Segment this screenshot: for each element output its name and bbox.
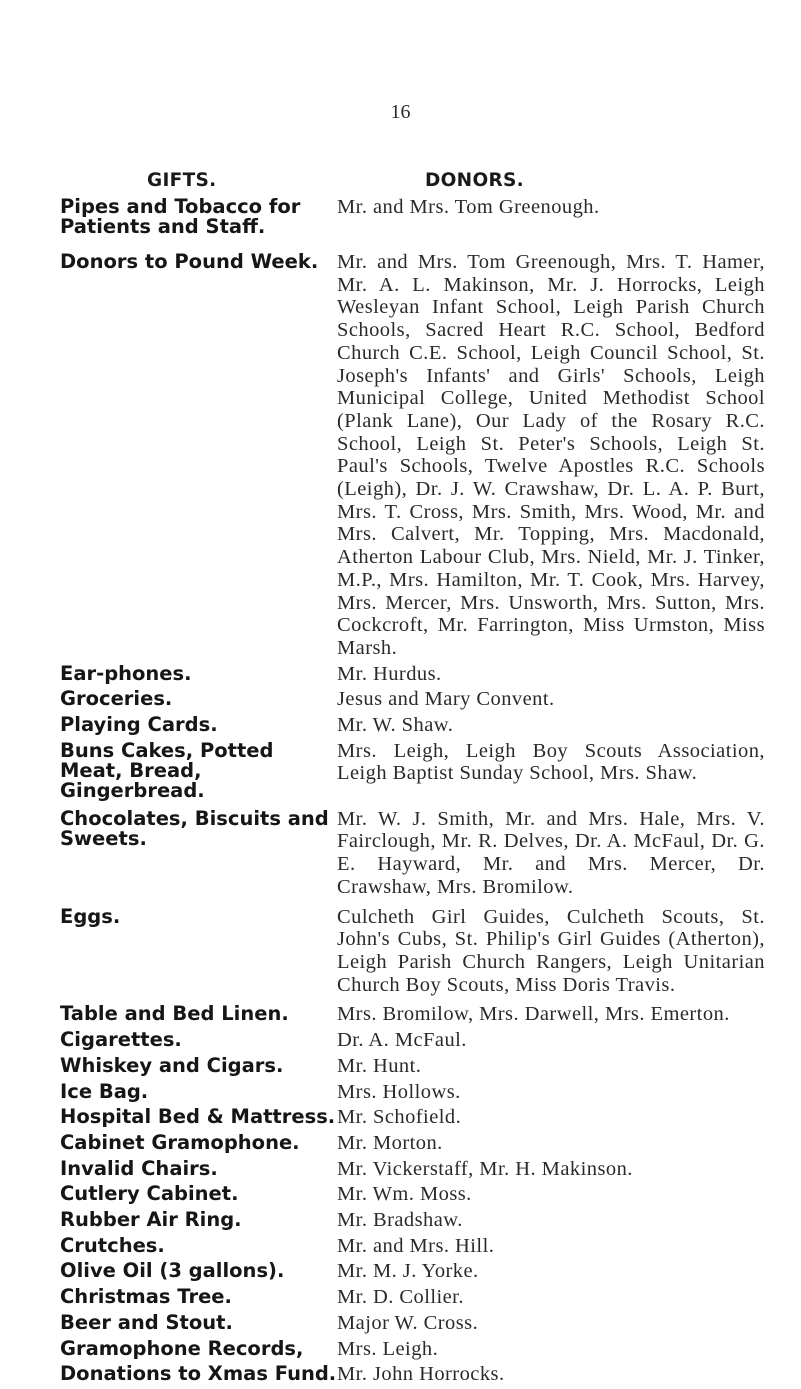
donor-names: Mr. Vickerstaff, Mr. H. Makinson. xyxy=(337,1157,633,1180)
donor-names: Mr. Morton. xyxy=(337,1131,443,1154)
entry-row xyxy=(60,663,780,686)
gift-name: Cabinet Gramophone. xyxy=(60,1130,300,1154)
entry-row xyxy=(60,808,780,899)
donor-names: Major W. Cross. xyxy=(337,1311,479,1334)
entry-row xyxy=(60,1055,780,1078)
gift-name: Table and Bed Linen. xyxy=(60,1002,289,1026)
gift-name: Pipes and Tobacco for Patients and Staff. xyxy=(60,195,301,238)
gift-name: Buns Cakes, Potted Meat, Bread, Gingerbread. xyxy=(60,738,274,802)
gift-name: Crutches. xyxy=(60,1233,165,1257)
donor-names: Mrs. Bromilow, Mrs. Darwell, Mrs. Emerton. xyxy=(337,1003,730,1026)
gift-name: Cutlery Cabinet. xyxy=(60,1182,239,1206)
entry-row xyxy=(60,1312,780,1335)
donor-names: Mr. and Mrs. Tom Greenough. xyxy=(337,196,600,218)
entry-row xyxy=(60,1338,780,1361)
donor-names: Jesus and Mary Convent. xyxy=(337,688,555,711)
gift-name: Eggs. xyxy=(60,904,121,928)
entry-row xyxy=(60,1029,780,1052)
entry-row xyxy=(60,688,780,711)
gift-name: Gramophone Records, xyxy=(60,1336,304,1360)
donor-names: Dr. A. McFaul. xyxy=(337,1029,467,1052)
donor-names: Mr. M. J. Yorke. xyxy=(337,1260,479,1283)
donor-names: Culcheth Girl Guides, Culcheth Scouts, St. John's Cubs, St. Philip's Girl Guides (Atherton), Leigh Parish Church Rangers, Leigh Unitarian Church Boy Scouts, Miss Doris Travis. xyxy=(337,905,765,996)
gifts-column-heading: GIFTS. xyxy=(147,170,217,191)
donor-names: Mr. Wm. Moss. xyxy=(337,1183,472,1206)
gift-name: Ear-phones. xyxy=(60,661,192,685)
gift-name: Beer and Stout. xyxy=(60,1310,233,1334)
donor-names: Mr. D. Collier. xyxy=(337,1286,464,1309)
donor-names: Mr. Bradshaw. xyxy=(337,1209,463,1232)
entry-row xyxy=(60,1235,780,1258)
entry-row xyxy=(60,714,780,737)
entry-row xyxy=(60,740,780,801)
entry-row xyxy=(60,1132,780,1155)
entry-row xyxy=(60,1363,780,1386)
entry-row xyxy=(60,1260,780,1283)
gift-name: Donors to Pound Week. xyxy=(60,250,319,273)
gift-name: Rubber Air Ring. xyxy=(60,1208,242,1232)
donor-names: Mr. Hunt. xyxy=(337,1054,422,1077)
donor-names: Mr. W. Shaw. xyxy=(337,714,454,737)
entry-row xyxy=(60,906,780,997)
donor-names: Mr. and Mrs. Hill. xyxy=(337,1234,495,1257)
gift-name: Ice Bag. xyxy=(60,1079,149,1103)
entry-row xyxy=(60,1003,780,1026)
entry-row xyxy=(60,1286,780,1309)
gift-name: Donations to Xmas Fund. xyxy=(60,1362,337,1386)
gift-name: Cigarettes. xyxy=(60,1028,182,1052)
entry-row xyxy=(60,1209,780,1232)
gift-name: Chocolates, Biscuits and Sweets. xyxy=(60,806,329,850)
donor-names: Mrs. Hollows. xyxy=(337,1080,461,1103)
donors-column-heading: DONORS. xyxy=(425,170,524,191)
gift-name: Invalid Chairs. xyxy=(60,1156,218,1180)
donor-names: Mr. W. J. Smith, Mr. and Mrs. Hale, Mrs. V. Fairclough, Mr. R. Delves, Dr. A. McFaul, Dr. G. E. Hayward, Mr. and Mrs. Mercer, Dr. Crawshaw, Mrs. Bromilow. xyxy=(337,807,765,898)
donor-names: Mr. John Horrocks. xyxy=(337,1363,505,1386)
gift-name: Playing Cards. xyxy=(60,713,218,737)
gifts-donors-list xyxy=(60,196,780,1389)
donor-names: Mr. Schofield. xyxy=(337,1106,462,1129)
page-number: 16 xyxy=(390,101,411,123)
entry-row xyxy=(60,1158,780,1181)
entry-row xyxy=(60,251,780,660)
entry-row xyxy=(60,1183,780,1206)
entry-row xyxy=(60,1106,780,1129)
gift-name: Christmas Tree. xyxy=(60,1285,232,1309)
entry-row xyxy=(60,1081,780,1104)
gift-name: Hospital Bed & Mattress. xyxy=(60,1105,336,1129)
donor-names: Mrs. Leigh, Leigh Boy Scouts Association, Leigh Baptist Sunday School, Mrs. Shaw. xyxy=(337,739,765,785)
gift-name: Whiskey and Cigars. xyxy=(60,1053,284,1077)
donor-names: Mrs. Leigh. xyxy=(337,1337,439,1360)
donor-names: Mr. Hurdus. xyxy=(337,662,442,685)
gift-name: Olive Oil (3 gallons). xyxy=(60,1259,285,1283)
entry-row xyxy=(60,196,780,237)
gift-name: Groceries. xyxy=(60,687,173,711)
donor-names: Mr. and Mrs. Tom Greenough, Mrs. T. Hamer, Mr. A. L. Makinson, Mr. J. Horrocks, Leigh Wesleyan Infant School, Leigh Parish Church Schools, Sacred Heart R.C. School, Bedford Church C.E. School, Leigh Council School, St. Joseph's Infants' and Girls' Schools, Leigh Municipal College, United Methodist School (Plank Lane), Our Lady of the Rosary R.C. School, Leigh St. Peter's Schools, Leigh St. Paul's Schools, Twelve Apostles R.C. Schools (Leigh), Dr. J. W. Crawshaw, Dr. L. A. P. Burt, Mrs. T. Cross, Mrs. Smith, Mrs. Wood, Mr. and Mrs. Calvert, Mr. Topping, Mrs. Macdonald, Atherton Labour Club, Mrs. Nield, Mr. J. Tinker, M.P., Mrs. Hamilton, Mr. T. Cook, Mrs. Harvey, Mrs. Mercer, Mrs. Unsworth, Mrs. Sutton, Mrs. Cockcroft, Mr. Farrington, Miss Urmston, Miss Marsh. xyxy=(337,251,765,659)
